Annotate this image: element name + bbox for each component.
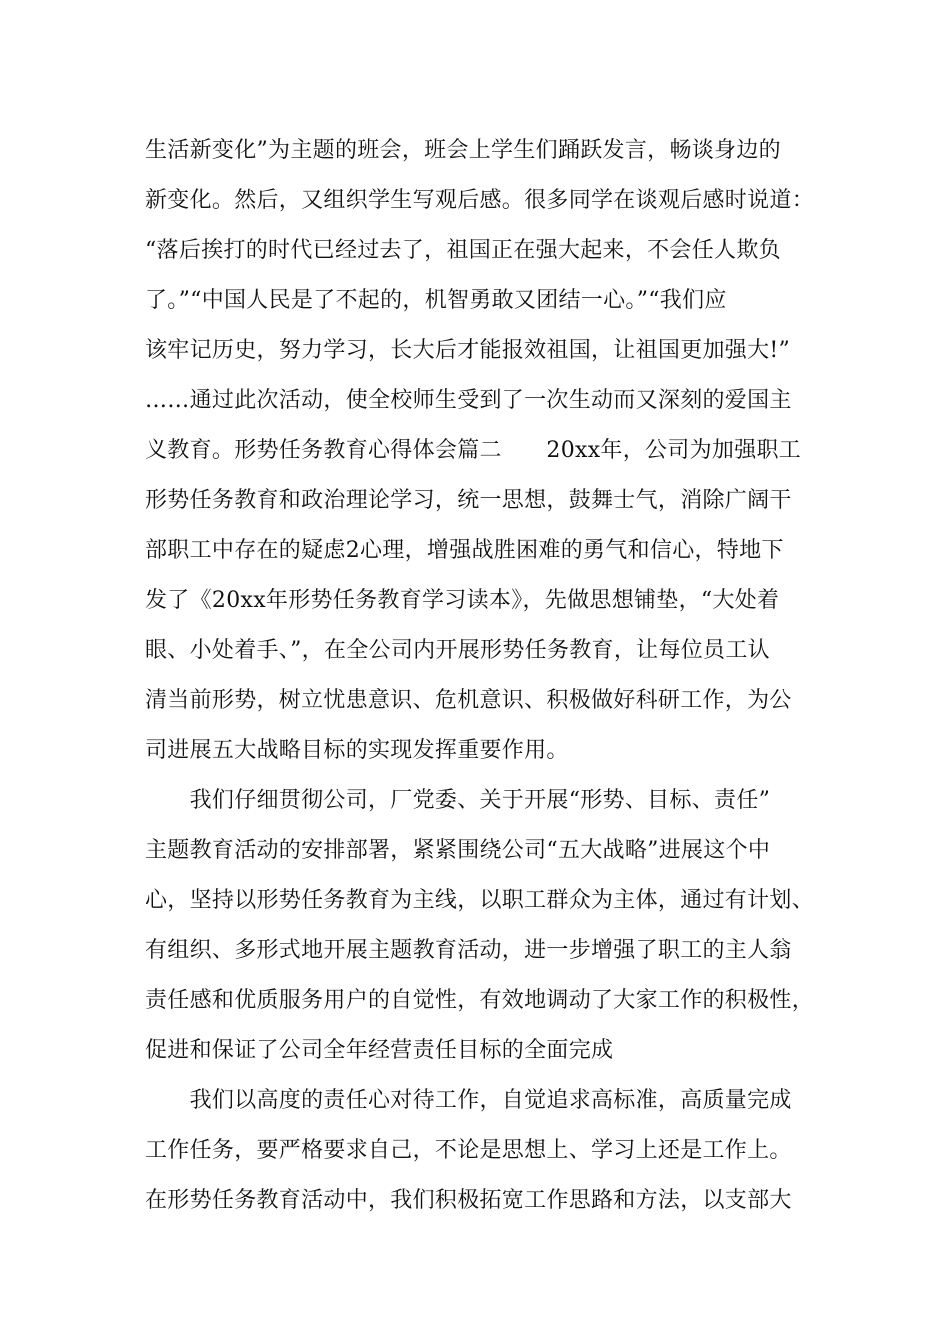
text-line: 有组织、多形式地开展主题教育活动，进一步增强了职工的主人翁 <box>145 938 792 963</box>
text-line: 形势任务教育和政治理论学习，统一思想，鼓舞士气，消除广阔干 <box>145 488 792 513</box>
text-line: 在形势任务教育活动中，我们积极拓宽工作思路和方法，以支部大 <box>145 1188 792 1213</box>
text-line: “落后挨打的时代已经过去了，祖国正在强大起来，不会任人欺负 <box>145 238 781 263</box>
text-line: 新变化。然后，又组织学生写观后感。很多同学在谈观后感时说道： <box>145 188 815 213</box>
text-line: 生活新变化”为主题的班会，班会上学生们踊跃发言，畅谈身边的 <box>145 138 781 163</box>
text-line: 主题教育活动的安排部署，紧紧围绕公司“五大战略”进展这个中 <box>145 838 771 863</box>
text-line: 心，坚持以形势任务教育为主线，以职工群众为主体，通过有计划、 <box>145 888 815 913</box>
text-line: 义教育。形势任务教育心得体会篇二 20xx年，公司为加强职工 <box>145 438 802 463</box>
text-line: 发了《20xx年形势任务教育学习读本》，先做思想铺垫，“大处着 <box>145 588 780 613</box>
text-line: 我们以高度的责任心对待工作，自觉追求高标准，高质量完成 <box>145 1088 792 1113</box>
text-line: 清当前形势，树立忧患意识、危机意识、积极做好科研工作，为公 <box>145 688 792 713</box>
text-line: 该牢记历史，努力学习，长大后才能报效祖国，让祖国更加强大!” <box>145 338 791 363</box>
text-line: ……通过此次活动，使全校师生受到了一次生动而又深刻的爱国主 <box>145 388 792 413</box>
text-line: 工作任务，要严格要求自己，不论是思想上、学习上还是工作上。 <box>145 1138 792 1163</box>
text-line: 眼、小处着手、”，在全公司内开展形势任务教育，让每位员工认 <box>145 638 770 663</box>
text-line: 了。”“中国人民是了不起的，机智勇敢又团结一心。”“我们应 <box>145 288 727 313</box>
text-line: 我们仔细贯彻公司，厂党委、关于开展“形势、目标、责任” <box>145 788 771 813</box>
text-line: 促进和保证了公司全年经营责任目标的全面完成 <box>145 1038 614 1063</box>
text-line: 责任感和优质服务用户的自觉性，有效地调动了大家工作的积极性， <box>145 988 815 1013</box>
text-line: 部职工中存在的疑虑2心理，增强战胜困难的勇气和信心，特地下 <box>145 538 784 563</box>
text-line: 司进展五大战略目标的实现发挥重要作用。 <box>145 738 569 763</box>
